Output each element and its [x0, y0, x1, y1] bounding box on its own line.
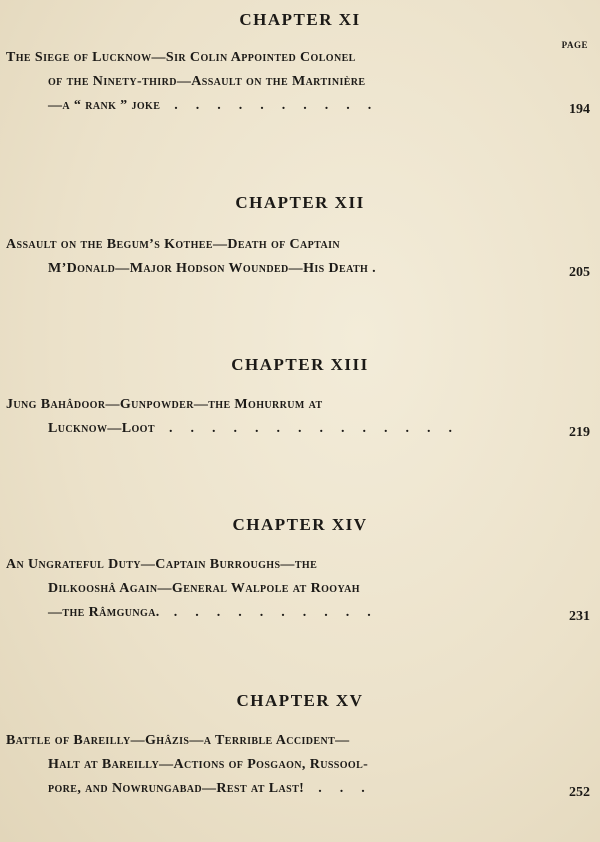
chapter-entry — [0, 233, 600, 281]
chapter-xii — [0, 193, 600, 281]
chapter-xi — [0, 10, 600, 118]
leader-dots: ... — [318, 781, 383, 796]
page-number: 231 — [569, 609, 590, 624]
chapter-heading: CHAPTER XV — [236, 691, 364, 710]
chapter-xiv — [0, 515, 600, 625]
chapter-xiii — [0, 355, 600, 441]
entry-line-last — [0, 777, 600, 801]
entry-line-last — [0, 601, 600, 625]
entry-line: Dilkooshâ Again—General Walpole at Rooyah — [48, 581, 360, 596]
chapter-entry — [0, 393, 600, 441]
entry-line: An Ungrateful Duty—Captain Burroughs—the — [6, 557, 318, 572]
entry-line: The Siege of Lucknow—Sir Colin Appointed Colonel — [6, 50, 356, 65]
entry-line: M’Donald—Major Hodson Wounded—His Death . — [48, 261, 377, 276]
page-number: 194 — [569, 102, 590, 117]
chapter-xv — [0, 691, 600, 801]
leader-dots: .............. — [168, 421, 470, 436]
entry-line: Halt at Bareilly—Actions of Posgaon, Russool- — [48, 757, 369, 772]
entry-line-text: —a “ rank ” joke — [48, 98, 161, 113]
page-column-label: PAGE — [561, 40, 588, 50]
entry-line: of the Ninety-third—Assault on the Martinière — [48, 74, 366, 89]
leader-dots: .......... — [173, 605, 389, 620]
page-number: 219 — [569, 425, 590, 440]
page-number: 205 — [569, 265, 590, 280]
entry-line: Jung Bahâdoor—Gunpowder—the Mohurrum at — [6, 397, 323, 412]
entry-line-last — [0, 417, 600, 441]
chapter-heading: CHAPTER XII — [235, 193, 365, 212]
page-number: 252 — [569, 785, 590, 800]
entry-line-text: pore, and Nowrungabad—Rest at Last! — [48, 781, 305, 796]
chapter-entry — [0, 46, 600, 118]
entry-line-text: Lucknow—Loot — [48, 421, 155, 436]
entry-line: Battle of Bareilly—Ghâzis—a Terrible Accident— — [6, 733, 350, 748]
entry-line-last — [0, 94, 600, 118]
chapter-heading: CHAPTER XIV — [232, 515, 368, 534]
chapter-entry — [0, 729, 600, 801]
leader-dots: .......... — [174, 98, 390, 113]
chapter-heading: CHAPTER XIII — [231, 355, 369, 374]
entry-line-text: —the Râmgunga. — [48, 605, 160, 620]
chapter-heading: CHAPTER XI — [239, 10, 361, 29]
chapter-entry — [0, 553, 600, 625]
entry-line: Assault on the Begum’s Kothee—Death of Captain — [6, 237, 341, 252]
